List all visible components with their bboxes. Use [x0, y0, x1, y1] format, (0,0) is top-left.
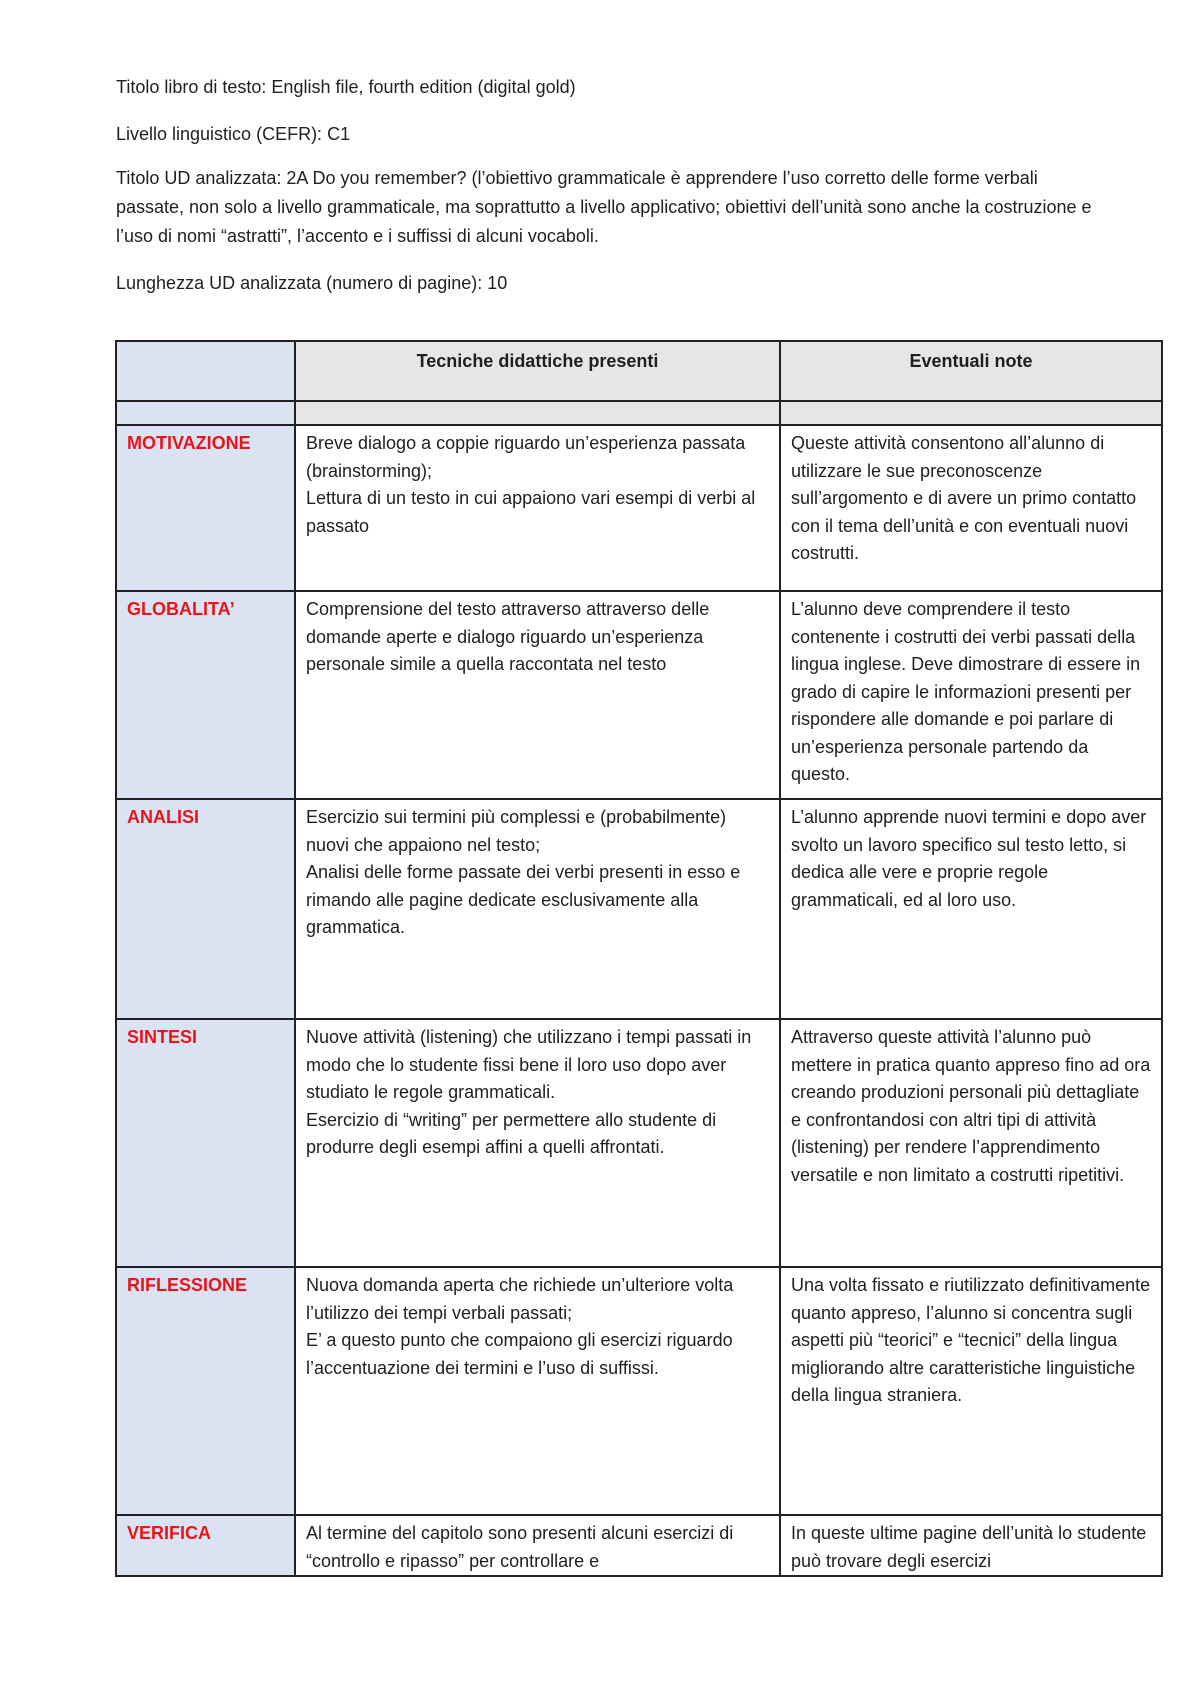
techniques-cell — [295, 1515, 780, 1576]
unit-title-label: Titolo UD analizzata: — [116, 168, 282, 188]
header-cell-notes: Eventuali note — [780, 341, 1162, 401]
unit-length-value: 10 — [487, 273, 508, 293]
notes-cell: Attraverso queste attività l’alunno può mettere in pratica quanto appreso fino ad ora creando produzioni personali più dettagliate e confrontandosi con altri tipi di attività (listening) per rendere l’apprendimento versatile e non limitato a costrutti ripetitivi. — [780, 1019, 1162, 1267]
header-cell-phase — [116, 341, 295, 401]
header-cell-techniques: Tecniche didattiche presenti — [295, 341, 780, 401]
notes-cell: In queste ultime pagine dell’unità lo studente può trovare degli esercizi — [780, 1515, 1162, 1576]
techniques-cell — [295, 1019, 780, 1267]
phase-cell: SINTESI — [116, 1019, 295, 1267]
unit-length-line — [116, 269, 1096, 298]
techniques-cell — [295, 425, 780, 591]
notes-cell: Una volta fissato e riutilizzato definitivamente quanto appreso, l’alunno si concentra sugli aspetti più “teorici” e “tecnici” della lingua migliorando altre caratteristiche linguistiche della lingua straniera. — [780, 1267, 1162, 1515]
table-spacer-row — [116, 401, 1162, 425]
notes-cell: Queste attività consentono all’alunno di utilizzare le sue preconoscenze sull’argomento e di avere un primo contatto con il tema dell’unità e con eventuali nuovi costrutti. — [780, 425, 1162, 591]
phase-cell: GLOBALITA’ — [116, 591, 295, 799]
unit-title-line — [116, 164, 1096, 251]
techniques-cell — [295, 591, 780, 799]
phase-cell: VERIFICA — [116, 1515, 295, 1576]
language-level-value: C1 — [327, 124, 351, 144]
technique-text: Analisi delle forme passate dei verbi presenti in esso e rimando alle pagine dedicate esclusivamente alla grammatica. — [306, 862, 741, 937]
technique-text: Nuova domanda aperta che richiede un’ulteriore volta l’utilizzo dei tempi verbali passati; — [306, 1275, 734, 1323]
textbook-title-line — [116, 73, 1096, 102]
table-row — [116, 591, 1162, 799]
phase-cell: MOTIVAZIONE — [116, 425, 295, 591]
table-row — [116, 799, 1162, 1019]
table-header-row — [116, 341, 1162, 401]
unit-title-value: 2A Do you remember? (l’obiettivo grammaticale è apprendere l’uso corretto delle forme verbali passate, non solo a livello grammaticale, ma soprattutto a livello applicativo; obiettivi dell’unità sono anche la costruzione e l’uso di nomi “astratti”, l’accento e i suffissi di alcuni vocaboli. — [116, 168, 1092, 246]
analysis-table — [115, 340, 1163, 1577]
spacer-cell — [116, 401, 295, 425]
spacer-cell — [780, 401, 1162, 425]
technique-text: Nuove attività (listening) che utilizzano i tempi passati in modo che lo studente fissi bene il loro uso dopo aver studiato le regole grammaticali. — [306, 1027, 752, 1102]
techniques-cell — [295, 799, 780, 1019]
table-row — [116, 1267, 1162, 1515]
technique-text: E’ a questo punto che compaiono gli esercizi riguardo l’accentuazione dei termini e l’uso di suffissi. — [306, 1330, 733, 1378]
technique-text: Lettura di un testo in cui appaiono vari esempi di verbi al passato — [306, 488, 756, 536]
unit-length-label: Lunghezza UD analizzata (numero di pagine): — [116, 273, 483, 293]
textbook-title-label: Titolo libro di testo: — [116, 77, 267, 97]
notes-cell: L’alunno apprende nuovi termini e dopo aver svolto un lavoro specifico sul testo letto, si dedica alle vere e proprie regole grammaticali, ed al loro uso. — [780, 799, 1162, 1019]
phase-cell: RIFLESSIONE — [116, 1267, 295, 1515]
textbook-title-value: English file, fourth edition (digital gold) — [271, 77, 576, 97]
spacer-cell — [295, 401, 780, 425]
technique-text: Esercizio di “writing” per permettere allo studente di produrre degli esempi affini a quelli affrontati. — [306, 1109, 717, 1157]
technique-text: Esercizio sui termini più complessi e (probabilmente) nuovi che appaiono nel testo; — [306, 807, 727, 855]
technique-text: Breve dialogo a coppie riguardo un’esperienza passata (brainstorming); — [306, 433, 746, 481]
notes-cell: L’alunno deve comprendere il testo contenente i costrutti dei verbi passati della lingua inglese. Deve dimostrare di essere in grado di capire le informazioni presenti per rispondere alle domande e poi parlare di un’esperienza personale partendo da questo. — [780, 591, 1162, 799]
language-level-label: Livello linguistico (CEFR): — [116, 124, 323, 144]
technique-text: Al termine del capitolo sono presenti alcuni esercizi di “controllo e ripasso” per controllare e — [306, 1523, 734, 1571]
technique-text: Comprensione del testo attraverso attraverso delle domande aperte e dialogo riguardo un’esperienza personale simile a quella raccontata nel testo — [306, 599, 710, 674]
table-row — [116, 1515, 1162, 1576]
table-row — [116, 1019, 1162, 1267]
language-level-line — [116, 120, 1096, 149]
table-row — [116, 425, 1162, 591]
techniques-cell — [295, 1267, 780, 1515]
phase-cell: ANALISI — [116, 799, 295, 1019]
